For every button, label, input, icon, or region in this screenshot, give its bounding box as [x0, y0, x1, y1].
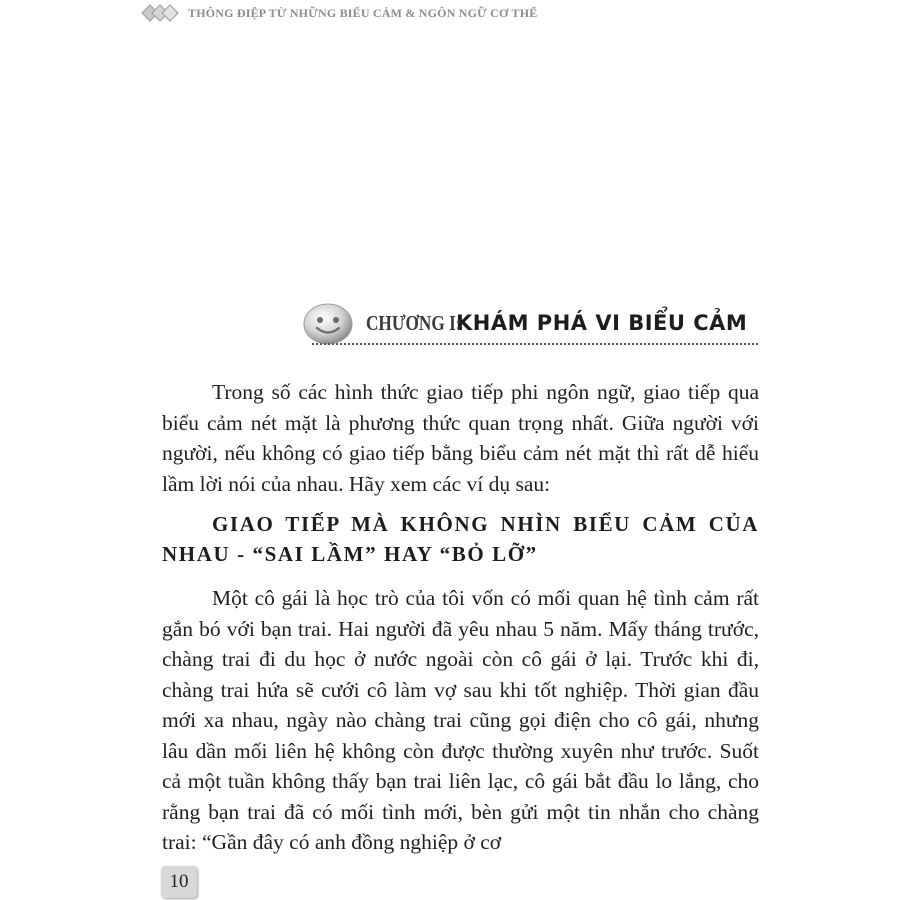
diamond-ornament-icon — [140, 3, 184, 23]
chapter-heading — [300, 300, 760, 346]
page-number: 10 — [169, 871, 189, 892]
chapter-divider — [312, 343, 758, 345]
running-head-title: THÔNG ĐIỆP TỪ NHỮNG BIỂU CẢM & NGÔN NGỮ CƠ THỂ — [188, 5, 538, 20]
page-number-badge — [161, 866, 197, 898]
section-heading: GIAO TIẾP MÀ KHÔNG NHÌN BIỂU CẢM CỦA NHAU - “SAI LẦM” HAY “BỎ LỠ” — [162, 512, 759, 566]
smiley-face-icon — [300, 300, 356, 346]
intro-paragraph: Trong số các hình thức giao tiếp phi ngôn ngữ, giao tiếp qua biểu cảm nét mặt là phương thức quan trọng nhất. Giữa người với người, nếu không có giao tiếp bằng biểu cảm nét mặt thì rất dễ hiểu lầm lời nói của nhau. Hãy xem các ví dụ sau: — [162, 380, 759, 496]
story-paragraph: Một cô gái là học trò của tôi vốn có mối quan hệ tình cảm rất gắn bó với bạn trai. Hai người đã yêu nhau 5 năm. Mấy tháng trước, chàng trai đi du học ở nước ngoài còn cô gái ở lại. Trước khi đi, chàng trai hứa sẽ cưới cô làm vợ sau khi tốt nghiệp. Thời gian đầu mới xa nhau, ngày nào chàng trai cũng gọi điện cho cô gái, nhưng lâu dần mối liên hệ không còn được thường xuyên như trước. Suốt cả một tuần không thấy bạn trai liên lạc, cô gái bắt đầu lo lắng, cho rằng bạn trai đã có mối tình mới, bèn gửi một tin nhắn cho chàng trai: “Gần đây có anh đồng nghiệp ở cơ — [162, 586, 759, 854]
chapter-title: KHÁM PHÁ VI BIỂU CẢM — [456, 311, 748, 335]
chapter-label: CHƯƠNG I: — [366, 310, 462, 335]
running-head — [140, 2, 537, 24]
